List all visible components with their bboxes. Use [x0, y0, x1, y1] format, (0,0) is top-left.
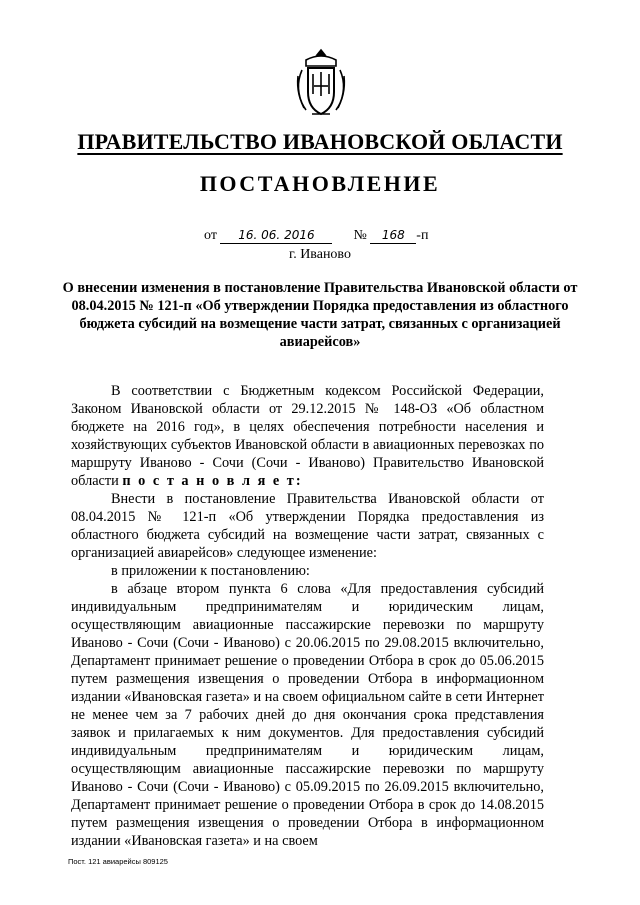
decree-body	[71, 382, 544, 850]
date-value: 16. 06. 2016	[220, 228, 332, 244]
paragraph-3: в приложении к постановлению:	[111, 563, 310, 579]
date-number-line	[204, 228, 428, 244]
number-prefix: №	[353, 228, 367, 243]
coat-of-arms-emblem	[292, 46, 350, 120]
number-value: 168	[370, 228, 416, 244]
resolves-word: п о с т а н о в л я е т:	[122, 473, 303, 489]
paragraph-1	[71, 382, 544, 490]
date-prefix: от	[204, 228, 217, 243]
paragraph-4: в абзаце втором пункта 6 слова «Для предоставления субсидий индивидуальным предпринимателям и юридическим лицам, осуществляющим авиационные пассажирские перевозки по маршруту Иваново - Сочи (Сочи - Иваново) с 20.06.2015 по 29.08.2015 включительно, Департамент принимает решение о проведении Отбора в срок до 05.06.2015 путем размещения извещения о проведении Отбора в информационном издании «Ивановская газета» и на своем официальном сайте в сети Интернет не менее чем за 7 рабочих дней до дня окончания срока представления заявок и прилагаемых к ним документов. Для предоставления субсидий индивидуальным предпринимателям и юридическим лицам, осуществляющим авиационные пассажирские перевозки по маршруту Иваново - Сочи (Сочи - Иваново) с 05.09.2015 по 26.09.2015 включительно, Департамент принимает решение о проведении Отбора в срок до 14.08.2015 путем размещения извещения о проведении Отбора в информационном издании «Ивановская газета» и на своем	[71, 581, 544, 849]
city: г. Иваново	[289, 247, 351, 262]
document-type: ПОСТАНОВЛЕНИЕ	[199, 171, 441, 196]
government-title: ПРАВИТЕЛЬСТВО ИВАНОВСКОЙ ОБЛАСТИ	[77, 129, 563, 154]
paragraph-1-text: В соответствии с Бюджетным кодексом Российской Федерации, Законом Ивановской области от 29.12.2015 № 148-ОЗ «Об областном бюджете на 2016 год», в целях обеспечения потребности населения и хозяйствующих субъектов Ивановской области в авиационных перевозках по маршруту Иваново - Сочи (Сочи - Иваново) Правительство Ивановской области	[71, 383, 544, 489]
paragraph-2: Внести в постановление Правительства Ивановской области от 08.04.2015 № 121-п «Об утверждении Порядка предоставления из областного бюджета субсидий на возмещение части затрат, связанных с организацией авиарейсов» следующее изменение:	[71, 491, 544, 561]
decree-subject: О внесении изменения в постановление Правительства Ивановской области от 08.04.2015 № 121-п «Об утверждении Порядка предоставления из областного бюджета субсидий на возмещение части затрат, связанных с организацией авиарейсов»	[62, 280, 578, 350]
number-suffix: -п	[416, 228, 429, 243]
footer-file-ref: Пост. 121 авиарейсы 809125	[68, 857, 168, 866]
